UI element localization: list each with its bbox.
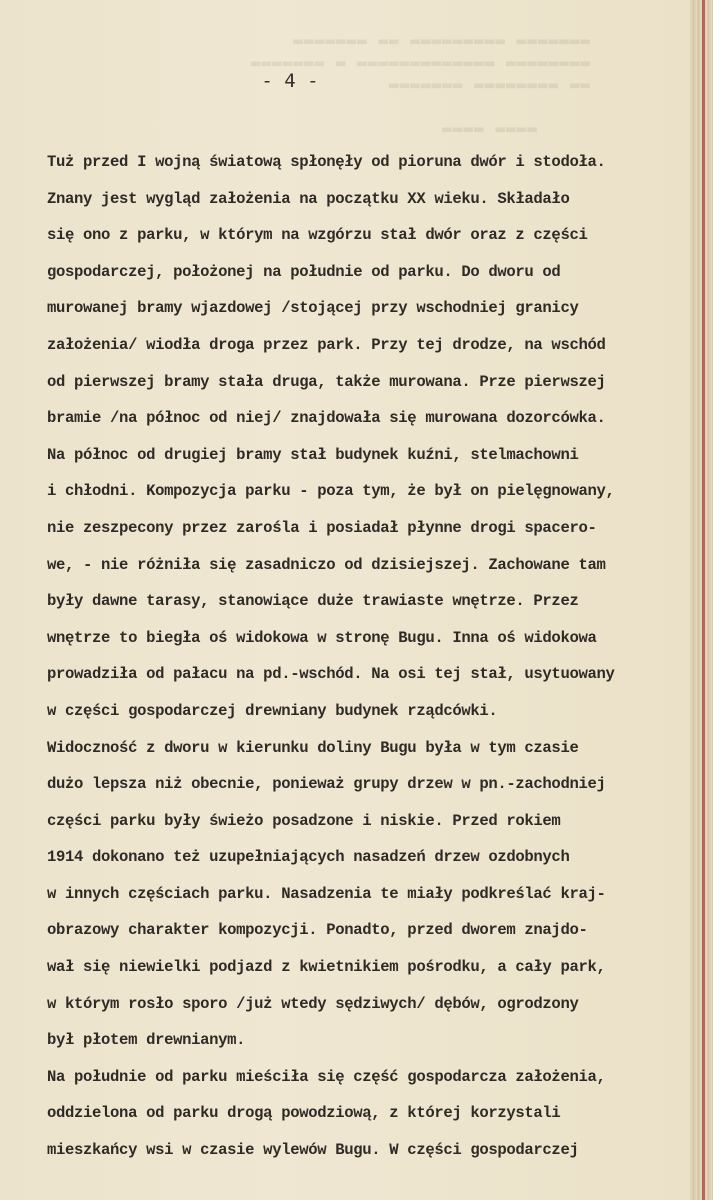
text-line: w części gospodarczej drewniany budynek rządcówki. (47, 701, 498, 720)
text-line: murowanej bramy wjazdowej /stojącej przy wschodniej granicy (47, 299, 579, 318)
text-line: we, - nie różniła się zasadniczo od dzisiejszej. Zachowane tam (47, 555, 606, 574)
text-line: Widoczność z dworu w kierunku doliny Bugu była w tym czasie (47, 738, 579, 757)
document-body (47, 144, 687, 1169)
text-line: oddzielona od parku drogą powodziową, z której korzystali (47, 1104, 561, 1123)
text-line: i chłodni. Kompozycja parku - poza tym, że był on pielęgnowany, (47, 482, 615, 501)
text-line: Tuż przed I wojną światową spłonęły od pioruna dwór i stodoła. (47, 153, 606, 171)
text-line: był płotem drewnianym. (47, 1031, 246, 1050)
text-line: 1914 dokonano też uzupełniających nasadzeń drzew ozdobnych (47, 848, 570, 867)
text-line: w innych częściach parku. Nasadzenia te miały podkreślać kraj- (47, 884, 606, 903)
text-line: się ono z parku, w którym na wzgórzu stał dwór oraz z części (47, 226, 588, 245)
text-line: Na południe od parku mieściła się część gospodarcza założenia, (47, 1067, 606, 1086)
text-line: założenia/ wiodła droga przez park. Przy tej drodze, na wschód (47, 335, 606, 354)
text-line: dużo lepsza niż obecnie, ponieważ grupy drzew w pn.-zachodniej (47, 775, 606, 794)
text-line: wał się niewielki podjazd z kwietnikiem pośrodku, a cały park, (47, 958, 606, 977)
text-line: od pierwszej bramy stała druga, także murowana. Prze pierwszej (47, 372, 606, 391)
text-line: bramie /na północ od niej/ znajdowała się murowana dozorcówka. (47, 409, 606, 428)
text-line: obrazowy charakter kompozycji. Ponadto, przed dworem znajdo- (47, 921, 588, 940)
text-line: prowadziła od pałacu na pd.-wschód. Na osi tej stał, usytuowany (47, 665, 615, 684)
text-line: Na północ od drugiej bramy stał budynek kuźni, stelmachowni (47, 445, 579, 464)
text-line: Znany jest wygląd założenia na początku XX wieku. Składało (47, 189, 570, 208)
text-line: mieszkańcy wsi w czasie wylewów Bugu. W części gospodarczej (47, 1141, 579, 1160)
bleed-through-text: ▬▬▬▬▬▬▬ ▬▬▬▬▬▬▬▬▬ ▬▬ ▬▬▬▬▬▬▬ ▬▬▬▬▬▬▬▬ ▬▬▬▬▬▬▬▬▬▬▬▬▬ ▬ ▬▬▬▬▬▬▬ ▬▬ ▬▬▬▬▬▬▬▬ ▬▬▬▬▬▬▬ ▬▬▬▬ ▬▬▬▬ (249, 31, 590, 138)
text-line: nie zeszpecony przez zarośla i posiadał płynne drogi spacero- (47, 518, 597, 537)
text-line: gospodarczej, położonej na południe od parku. Do dworu od (47, 262, 561, 281)
red-margin-line (702, 0, 705, 1200)
text-line: wnętrze to biegła oś widokowa w stronę Bugu. Inna oś widokowa (47, 628, 597, 647)
text-line: w którym rosło sporo /już wtedy sędziwych/ dębów, ogrodzony (47, 994, 579, 1013)
text-line: były dawne tarasy, stanowiące duże trawiaste wnętrze. Przez (47, 592, 579, 611)
page-number: - 4 - (261, 70, 319, 92)
text-line: części parku były świeżo posadzone i niskie. Przed rokiem (47, 811, 561, 830)
